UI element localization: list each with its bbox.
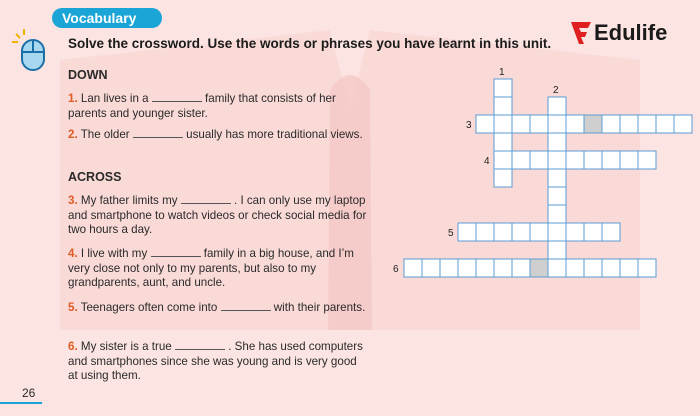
crossword-cell (620, 115, 638, 133)
page-number-underline (0, 402, 42, 404)
crossword-cell (440, 259, 458, 277)
crossword-cell (638, 115, 656, 133)
crossword-cell (602, 151, 620, 169)
clue-number: 5. (68, 301, 78, 314)
crossword-cell (620, 259, 638, 277)
clue-text-after: . I can only use my laptop and smartphone to watch videos or check social media for two hours a day. (68, 194, 367, 237)
crossword-cell (458, 223, 476, 241)
clue-text-before: My father limits my (80, 194, 178, 207)
crossword-cell (512, 259, 530, 277)
crossword-cell (566, 259, 584, 277)
crossword-cell (494, 169, 512, 187)
crossword-cell (548, 151, 566, 169)
crossword-cell (494, 133, 512, 151)
crossword-cell (512, 223, 530, 241)
crossword-cell (422, 259, 440, 277)
crossword-cell (494, 97, 512, 115)
crossword-cell (566, 151, 584, 169)
crossword-cell (602, 259, 620, 277)
crossword-cell (548, 205, 566, 223)
clue-number: 1. (68, 92, 78, 105)
crossword-cell (638, 259, 656, 277)
grid-clue-number: 6 (393, 264, 399, 275)
crossword-cell (494, 79, 512, 97)
grid-clue-number: 1 (499, 67, 505, 78)
clue-number: 2. (68, 128, 78, 141)
crossword-cell (584, 151, 602, 169)
clue-text-after: family in a big house, and I’m very close not only to my parents, but also to my grandparents, aunt, and uncle. (68, 247, 354, 290)
clue-text-before: Teenagers often come into (80, 301, 218, 314)
grid-clue-number: 5 (448, 228, 454, 239)
clue-number: 4. (68, 247, 78, 260)
page-number: 26 (22, 386, 36, 400)
grid-clue-number: 4 (484, 156, 490, 167)
clue-number: 6. (68, 340, 78, 353)
crossword-cell (620, 151, 638, 169)
crossword-cell (548, 169, 566, 187)
clue-text-after: with their parents. (273, 301, 366, 314)
crossword-cell (530, 151, 548, 169)
crossword-cell (584, 223, 602, 241)
crossword-cell (512, 115, 530, 133)
grid-clue-number: 3 (466, 120, 472, 131)
crossword-cell (602, 115, 620, 133)
logo-text: Edulife (594, 20, 668, 45)
crossword-cell (548, 241, 566, 259)
down-heading: DOWN (68, 68, 108, 82)
crossword-cell (494, 223, 512, 241)
grid-clue-number: 2 (553, 85, 559, 96)
section-badge: Vocabulary (52, 8, 162, 28)
clue-text-before: The older (80, 128, 130, 141)
crossword-cell (548, 97, 566, 115)
crossword-cell (566, 223, 584, 241)
crossword-cell (566, 115, 584, 133)
crossword-cell (548, 259, 566, 277)
crossword-cell (494, 151, 512, 169)
crossword-cell (404, 259, 422, 277)
clue-text-before: I live with my (80, 247, 148, 260)
crossword-cell (548, 133, 566, 151)
instruction-text: Solve the crossword. Use the words or phrases you have learnt in this unit. (68, 36, 552, 51)
edulife-logo-icon (570, 20, 592, 46)
crossword-cell (512, 151, 530, 169)
crossword-cell (656, 115, 674, 133)
clue-text-after: family that consists of her parents and younger sister. (68, 92, 336, 120)
crossword-cell (476, 223, 494, 241)
crossword-cell (548, 187, 566, 205)
clue-text-before: My sister is a true (80, 340, 172, 353)
crossword-cell (494, 115, 512, 133)
crossword-cell (476, 115, 494, 133)
crossword-cell (548, 223, 566, 241)
crossword-cell (530, 223, 548, 241)
crossword-cell-shaded (530, 259, 548, 277)
crossword-cell (548, 115, 566, 133)
crossword-cell (584, 259, 602, 277)
crossword-cell (494, 259, 512, 277)
crossword-cell (458, 259, 476, 277)
crossword-cell (638, 151, 656, 169)
clue-text-after: usually has more traditional views. (186, 128, 363, 141)
clue-text-before: Lan lives in a (80, 92, 149, 105)
crossword-cell (602, 223, 620, 241)
clue-text-after: . She has used computers and smartphones since she was young and is very good at using them. (68, 340, 363, 383)
edulife-logo (570, 20, 667, 46)
crossword-cell (674, 115, 692, 133)
crossword-cell (476, 259, 494, 277)
clue-number: 3. (68, 194, 78, 207)
crossword-cell (530, 115, 548, 133)
across-heading: ACROSS (68, 170, 122, 184)
crossword-cell-shaded (584, 115, 602, 133)
